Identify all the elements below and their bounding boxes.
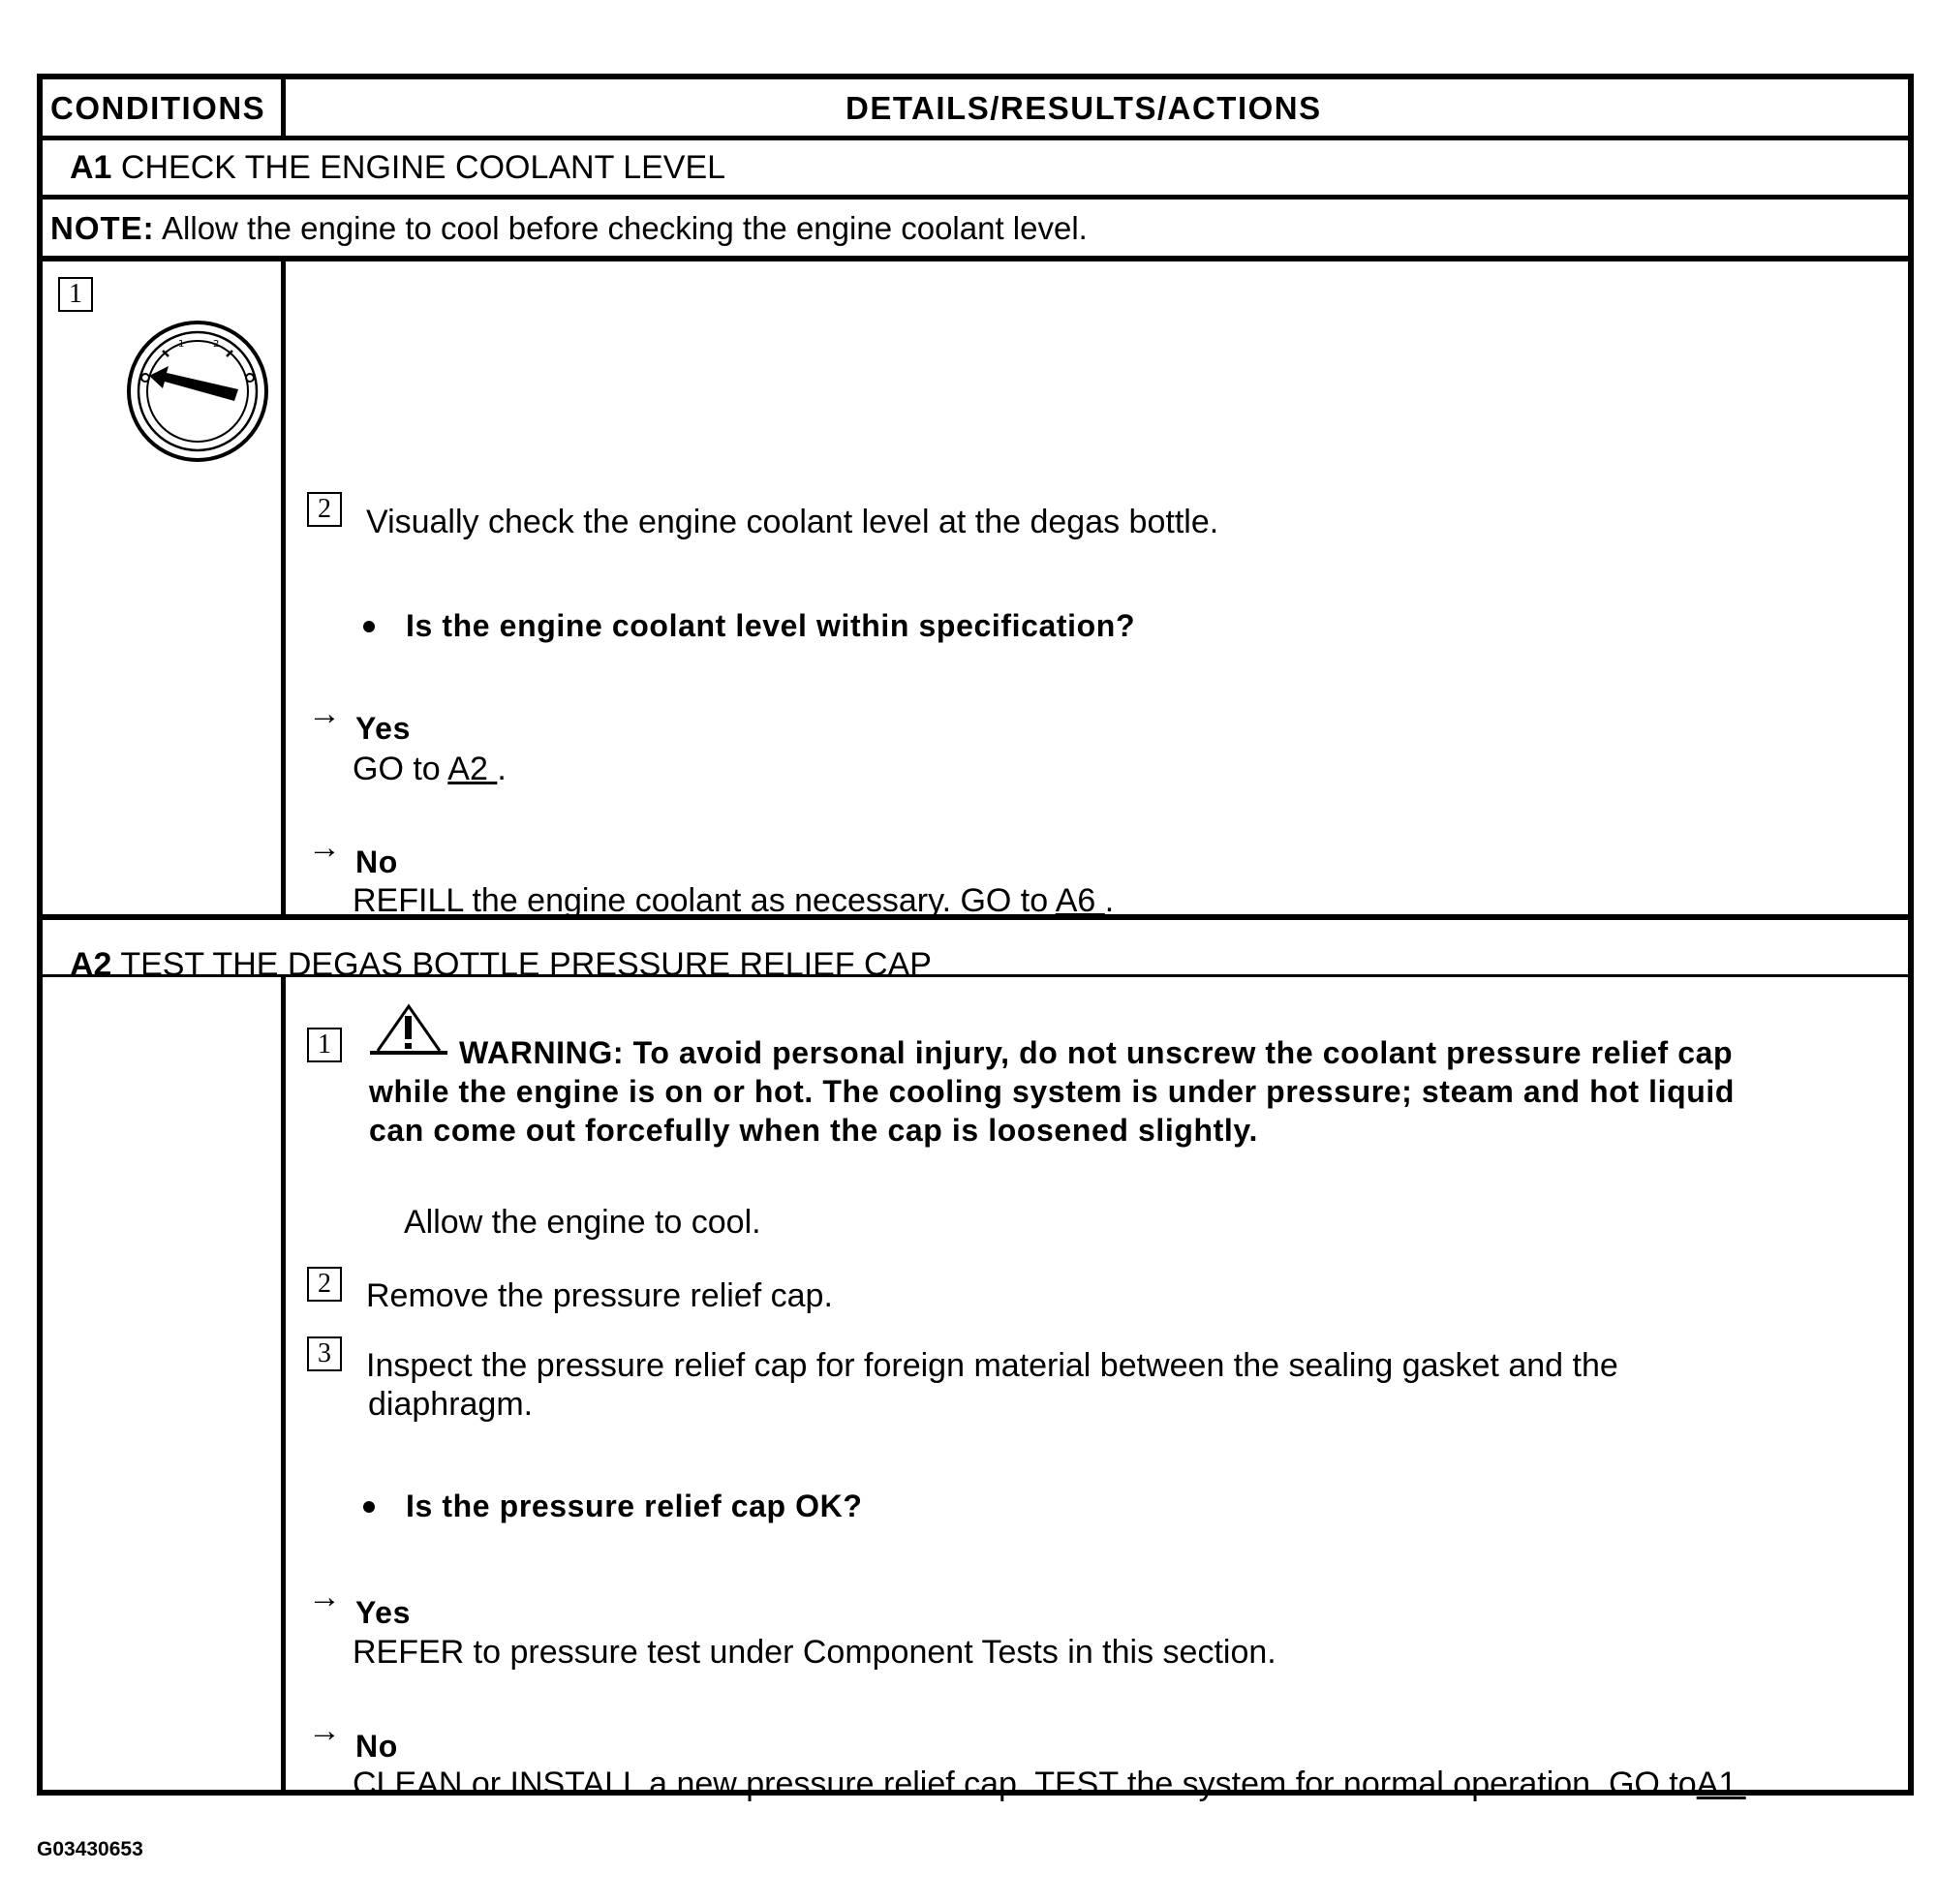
a2-step-3-line-1: Inspect the pressure relief cap for foreign material between the sealing gasket and the xyxy=(366,1347,1618,1384)
bullet-icon xyxy=(363,621,375,632)
arrow-right-icon: → xyxy=(308,695,341,732)
bullet-icon xyxy=(363,1501,375,1513)
section-a2-id: A2 xyxy=(70,946,112,983)
a1-step-1-box: 1 xyxy=(58,277,93,312)
link-a6[interactable]: A6 xyxy=(1055,882,1096,919)
column-divider xyxy=(281,74,286,139)
link-a6-spacer xyxy=(1095,882,1104,919)
a1-no-label: No xyxy=(355,845,398,879)
a2-warning-line-3: can come out forcefully when the cap is loosened slightly. xyxy=(369,1113,1258,1148)
note-label: NOTE: xyxy=(50,210,155,246)
a2-step-1-box: 1 xyxy=(307,1028,342,1062)
a1-yes-label: Yes xyxy=(355,711,411,746)
section-a1-note xyxy=(50,209,1088,248)
a1-yes-period: . xyxy=(497,751,507,787)
svg-text:1: 1 xyxy=(178,339,185,350)
section-a2-title-text: TEST THE DEGAS BOTTLE PRESSURE RELIEF CAP xyxy=(120,946,932,983)
row-divider xyxy=(37,195,1914,200)
a2-question: Is the pressure relief cap OK? xyxy=(406,1489,863,1523)
arrow-right-icon: → xyxy=(308,829,341,866)
table-border-right xyxy=(1908,74,1914,1796)
section-a1-title-text: CHECK THE ENGINE COOLANT LEVEL xyxy=(120,149,726,186)
a2-warning-line-1: WARNING: To avoid personal injury, do not unscrew the coolant pressure relief cap xyxy=(459,1035,1734,1070)
link-a1-spacer xyxy=(1737,1766,1745,1802)
a2-step-2-box: 2 xyxy=(307,1267,342,1302)
a1-no-period: . xyxy=(1104,882,1115,919)
link-a2[interactable]: A2 xyxy=(447,751,488,787)
a1-yes-text: GO to xyxy=(353,751,441,787)
a2-no-period: . xyxy=(1745,1766,1756,1802)
a2-step-3-line-2: diaphragm. xyxy=(368,1386,534,1423)
a1-step-2-text: Visually check the engine coolant level at the degas bottle. xyxy=(366,504,1219,540)
column-divider xyxy=(281,974,286,1794)
a2-yes-label: Yes xyxy=(355,1595,411,1630)
table-border-top xyxy=(37,74,1914,79)
a1-no-action xyxy=(353,881,1114,920)
a1-no-text: REFILL the engine coolant as necessary. GO to xyxy=(353,882,1049,919)
pressure-gauge-icon xyxy=(124,318,271,465)
column-header-conditions: CONDITIONS xyxy=(50,90,266,126)
a2-step-2-text: Remove the pressure relief cap. xyxy=(366,1277,833,1314)
a1-step-2-box: 2 xyxy=(307,492,342,527)
arrow-right-icon: → xyxy=(308,1712,341,1749)
link-a2-spacer xyxy=(488,751,497,787)
section-a1-title xyxy=(70,148,725,187)
a2-step-1-action: Allow the engine to cool. xyxy=(404,1204,761,1241)
a2-no-action xyxy=(353,1765,1755,1803)
row-divider xyxy=(37,256,1914,261)
a2-no-text: CLEAN or INSTALL a new pressure relief cap. TEST the system for normal operation. GO to xyxy=(353,1766,1697,1802)
svg-text:2: 2 xyxy=(213,339,220,350)
a2-no-label: No xyxy=(355,1729,398,1764)
arrow-right-icon: → xyxy=(308,1579,341,1615)
a1-question: Is the engine coolant level within specification? xyxy=(406,608,1136,643)
column-divider xyxy=(281,256,286,918)
note-text: Allow the engine to cool before checking the engine coolant level. xyxy=(162,210,1088,246)
section-a1-id: A1 xyxy=(70,149,112,186)
figure-code: G03430653 xyxy=(37,1838,143,1860)
a2-yes-action: REFER to pressure test under Component Tests in this section. xyxy=(353,1634,1276,1671)
column-header-details: DETAILS/RESULTS/ACTIONS xyxy=(846,90,1322,126)
row-divider xyxy=(37,136,1914,140)
a2-step-3-box: 3 xyxy=(307,1336,342,1371)
table-border-left xyxy=(37,74,43,1796)
warning-triangle-icon xyxy=(370,1002,447,1059)
a1-yes-action xyxy=(353,750,507,788)
link-a1[interactable]: A1 xyxy=(1696,1766,1737,1802)
a2-warning-line-2: while the engine is on or hot. The cooling system is under pressure; steam and hot liquid xyxy=(369,1074,1736,1109)
section-a2-title xyxy=(70,945,932,984)
